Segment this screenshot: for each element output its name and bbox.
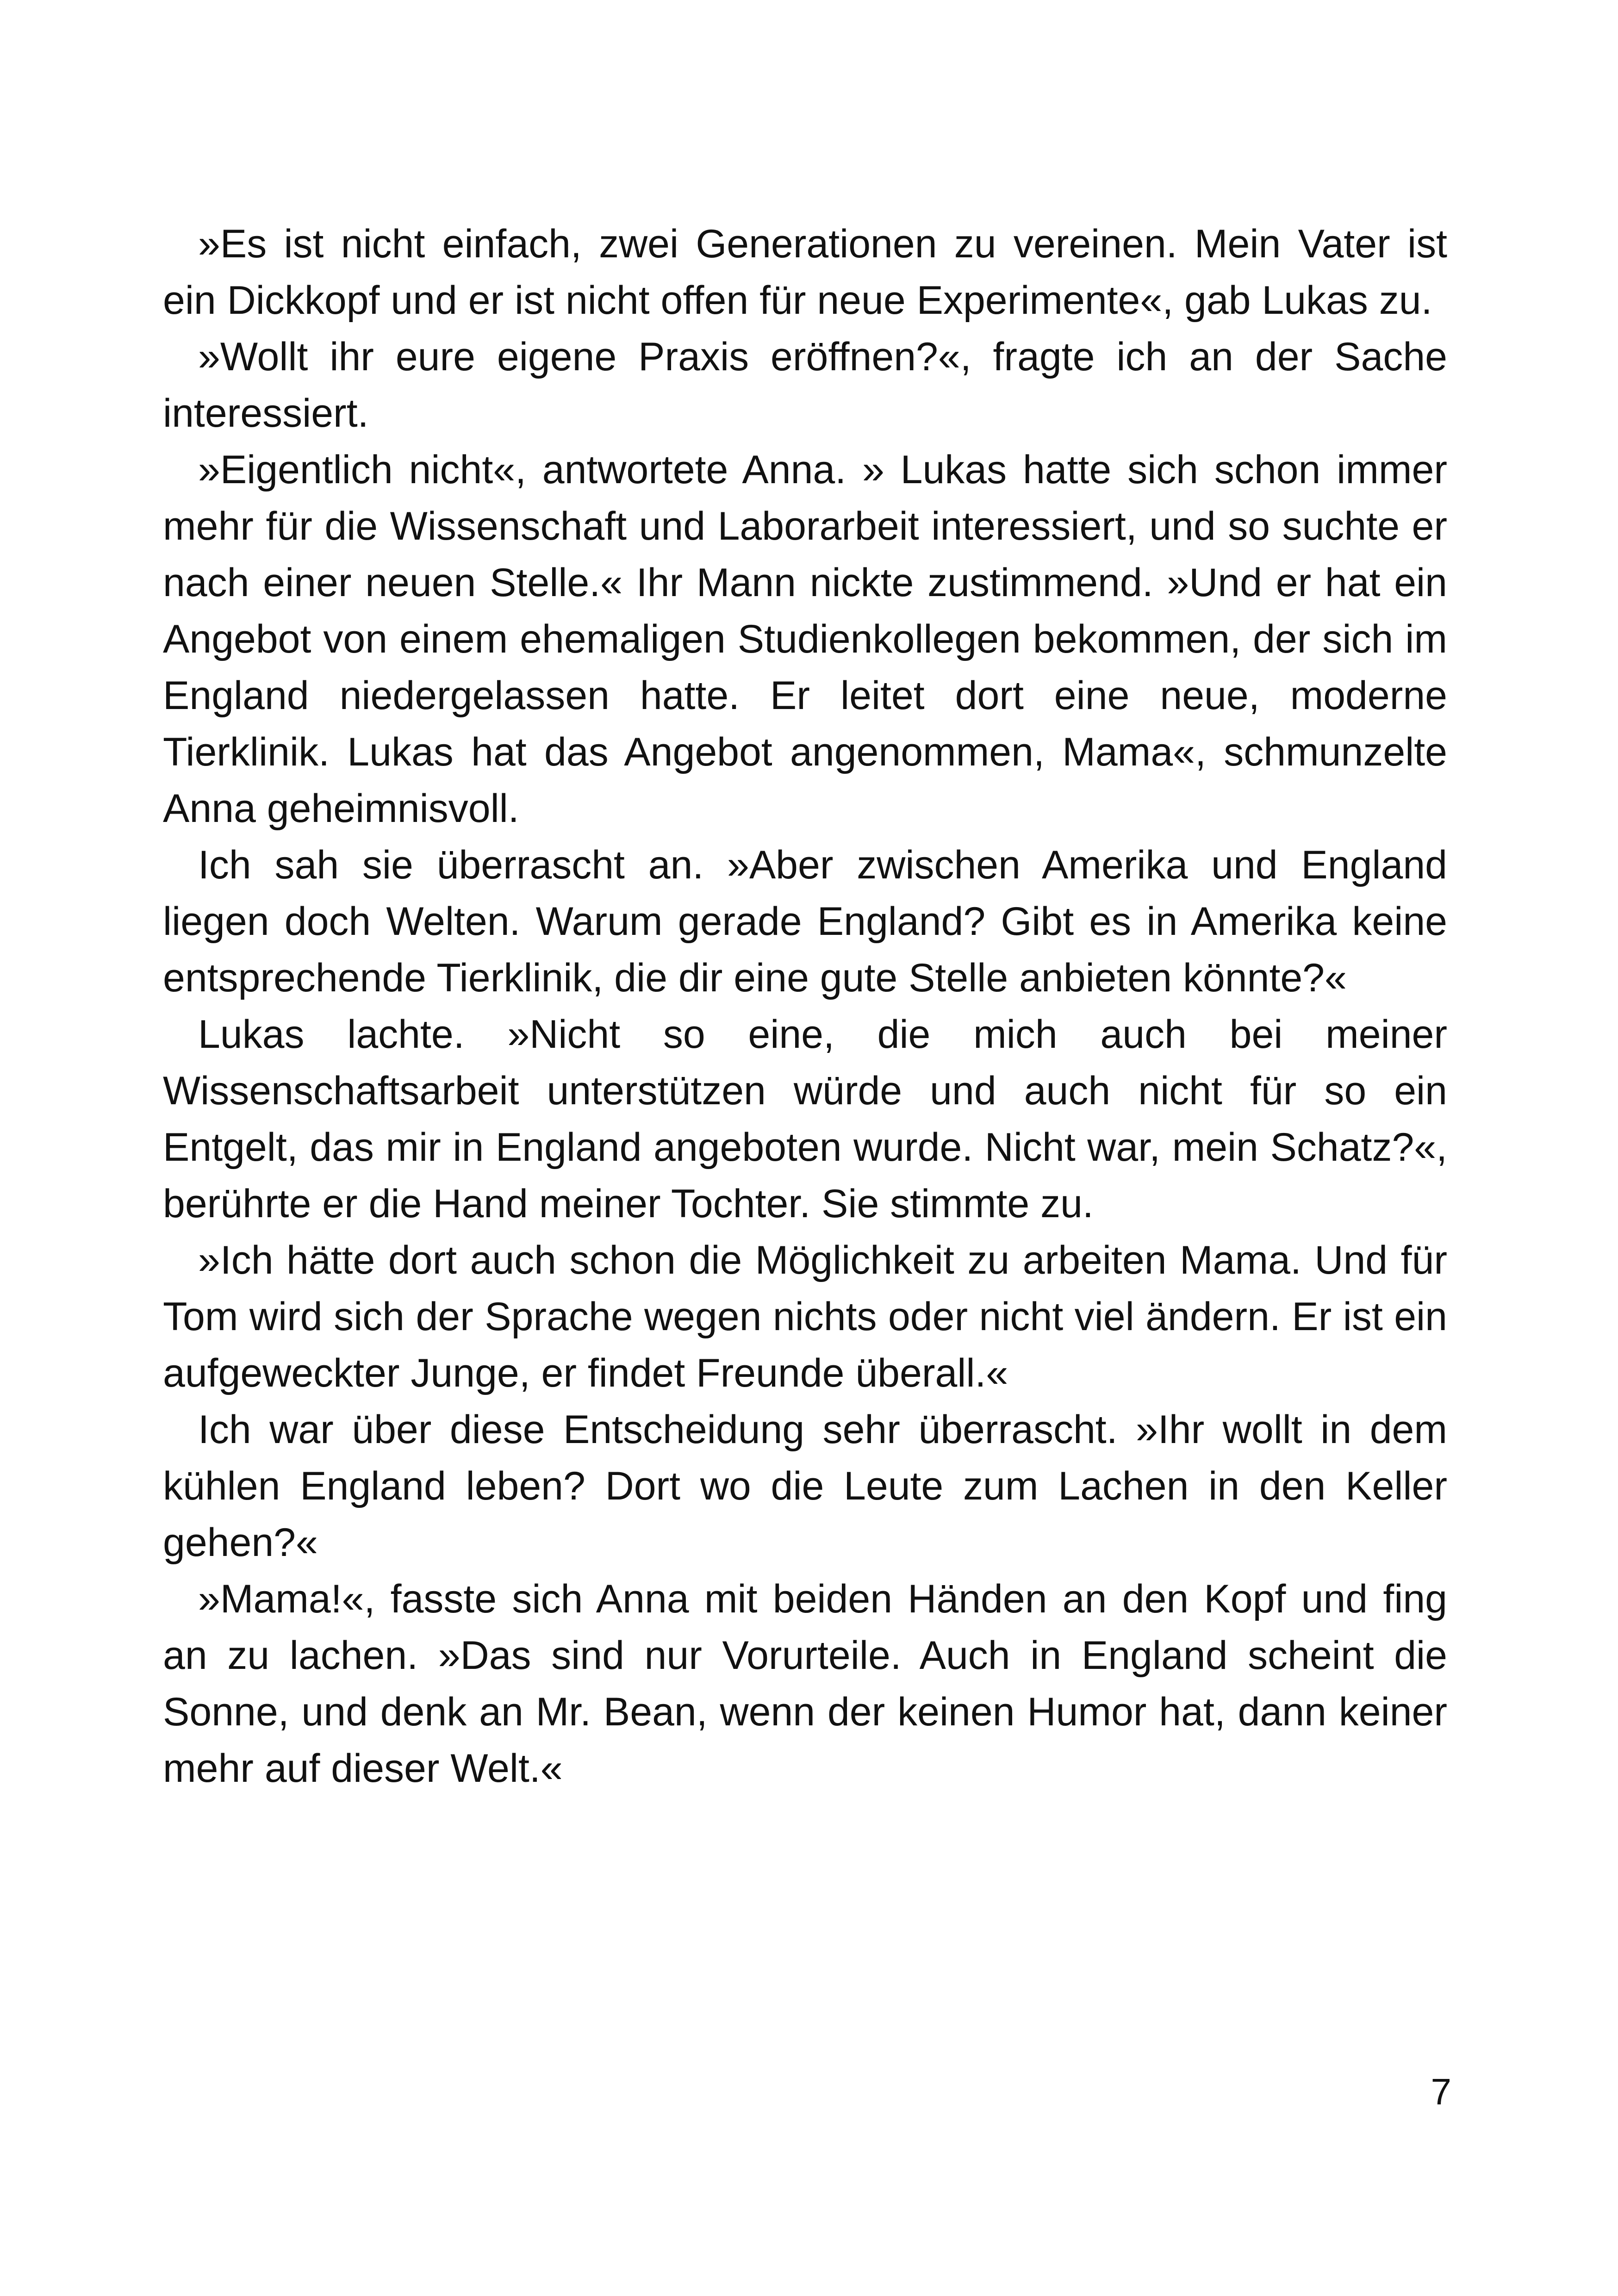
paragraph: Ich war über diese Entscheidung sehr überrascht. »Ihr wollt in dem kühlen England leben? Dort wo die Leute zum Lachen in den Keller gehen?« [163, 1407, 1447, 1565]
paragraph: Ich sah sie überrascht an. »Aber zwischen Amerika und England liegen doch Welten. Warum gerade England? Gibt es in Amerika keine entsprechende Tierklinik, die dir eine gute Stelle anbieten könnte?« [163, 843, 1447, 1000]
paragraph: »Mama!«, fasste sich Anna mit beiden Händen an den Kopf und fing an zu lachen. »Das sind nur Vorurteile. Auch in England scheint die Sonne, und denk an Mr. Bean, wenn der keinen Humor hat, dann keiner mehr auf dieser Welt.« [163, 1577, 1447, 1791]
paragraph: »Es ist nicht einfach, zwei Generationen zu vereinen. Mein Vater ist ein Dickkopf und er ist nicht offen für neue Experimente«, gab Lukas zu. [163, 222, 1447, 323]
page-number: 7 [1431, 2071, 1451, 2112]
paragraph: »Ich hätte dort auch schon die Möglichkeit zu arbeiten Mama. Und für Tom wird sich der Sprache wegen nichts oder nicht viel ändern. Er ist ein aufgeweckter Junge, er findet Freunde überall.« [163, 1238, 1447, 1395]
paragraph: Lukas lachte. »Nicht so eine, die mich auch bei meiner Wissenschaftsarbeit unterstützen würde und auch nicht für so ein Entgelt, das mir in England angeboten wurde. Nicht war, mein Schatz?«, berührte er die Hand meiner Tochter. Sie stimmte zu. [163, 1012, 1447, 1226]
paragraph: »Eigentlich nicht«, antwortete Anna. » Lukas hatte sich schon immer mehr für die Wissenschaft und Laborarbeit interessiert, und so suchte er nach einer neuen Stelle.« Ihr Mann nickte zustimmend. »Und er hat ein Angebot von einem ehemaligen Studienkollegen bekommen, der sich im England niedergelassen hatte. Er leitet dort eine neue, moderne Tierklinik. Lukas hat das Angebot angenommen, Mama«, schmunzelte Anna geheimnisvoll. [163, 448, 1447, 831]
paragraph: »Wollt ihr eure eigene Praxis eröffnen?«, fragte ich an der Sache interessiert. [163, 335, 1447, 436]
body-text [163, 216, 1447, 1797]
